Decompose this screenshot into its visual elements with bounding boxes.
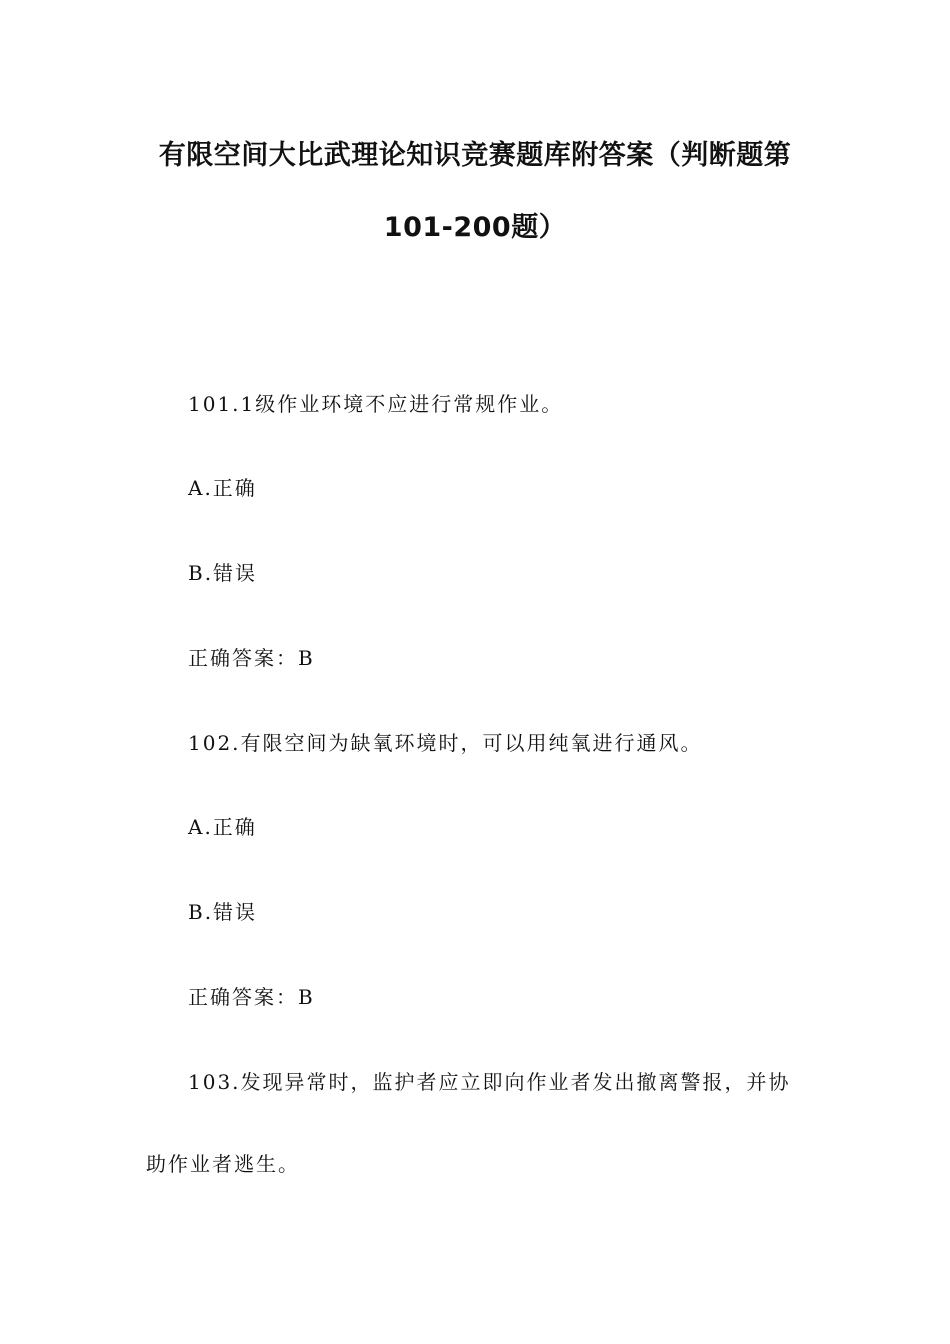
question-101-answer: 正确答案：B (188, 646, 315, 670)
question-103-stem-line-2: 助作业者逃生。 (146, 1152, 300, 1176)
question-102-answer: 正确答案：B (188, 985, 315, 1009)
question-102-option-a: A.正确 (188, 815, 257, 839)
document-title-line-2: 101-200题） (383, 212, 567, 243)
question-102-stem: 102.有限空间为缺氧环境时，可以用纯氧进行通风。 (188, 731, 703, 755)
question-103-stem-line-1: 103.发现异常时，监护者应立即向作业者发出撤离警报，并协 (188, 1070, 791, 1094)
question-101-option-a: A.正确 (188, 476, 257, 500)
question-101-stem: 101.1级作业环境不应进行常规作业。 (188, 392, 564, 416)
document-title-line-1: 有限空间大比武理论知识竞赛题库附答案（判断题第 (158, 140, 792, 171)
question-101-option-b: B.错误 (188, 561, 258, 585)
question-102-option-b: B.错误 (188, 900, 258, 924)
